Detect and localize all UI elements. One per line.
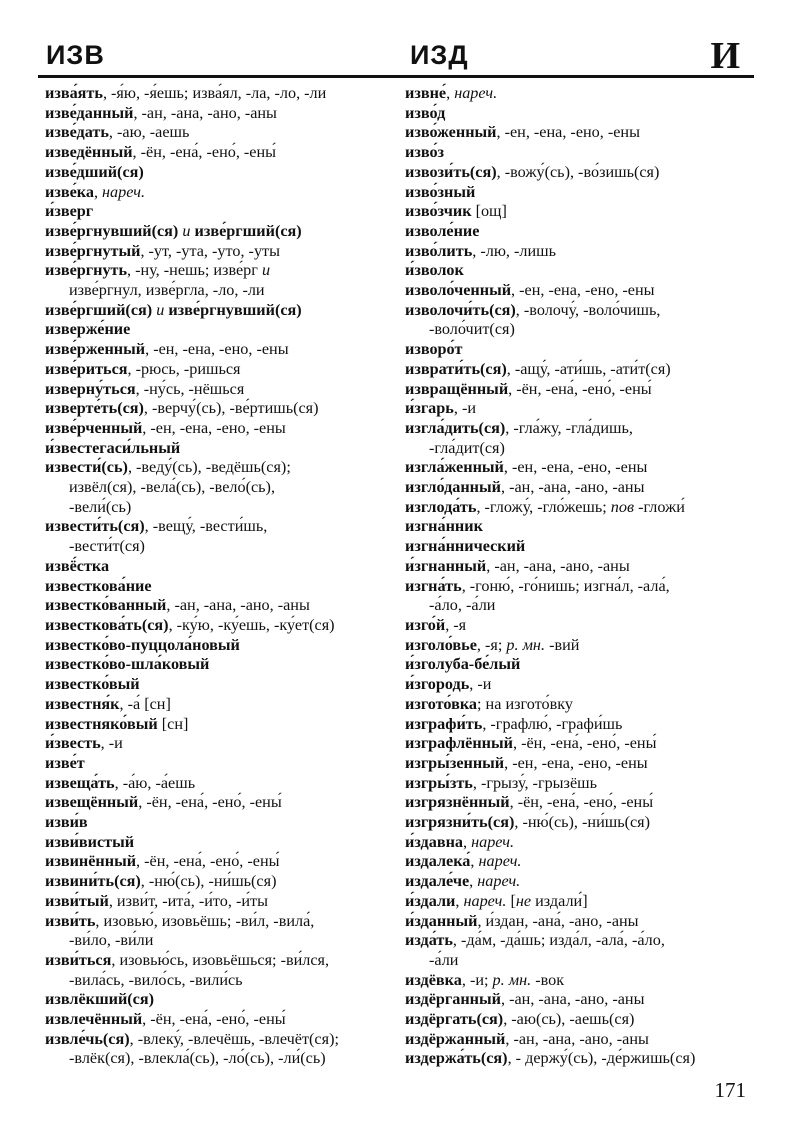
dictionary-entry: изведённый, -ён, -ена́, -ено́, -ены́ [45,143,277,162]
dictionary-entry: известкова́ть(ся), -ку́ю, -ку́ешь, -ку́ет(ся) [45,615,335,634]
headword: изда́ть [405,931,453,950]
headword: извещённый [45,793,139,812]
grammar-note: р. мн. [506,635,546,654]
dictionary-entry [405,261,750,281]
dictionary-entry [45,301,380,321]
headword: изграфлённый [405,734,513,753]
grammar-note: р. мн. [492,970,532,989]
dictionary-entry: -а́ло, -а́ли [429,596,496,615]
headword: и́звестегаси́льный [45,438,181,457]
dictionary-entry [405,537,750,557]
headword: извне́ [405,84,447,102]
dictionary-entry: -а́ли [429,950,459,969]
headword: изверну́ться [45,379,136,398]
dictionary-entry [405,222,750,242]
dictionary-entry: -влёк(ся), -влекла́(сь), -ло́(сь), -ли́(сь) [69,1049,326,1068]
dictionary-entry: извини́ть(ся), -ню́(сь), -ни́шь(ся) [45,872,277,891]
headword: изво́з [405,143,445,162]
headword: изво́зчик [405,202,472,221]
dictionary-entry: и́здали, нареч. [не издали́] [405,891,588,910]
headword: извлечённый [45,1010,143,1029]
page-number: 171 [714,1078,746,1102]
headword: и́здавна [405,832,463,851]
dictionary-entry [45,655,380,675]
headword: изгото́вка [405,694,478,713]
headword: и́зголуба-бе́лый [405,655,521,674]
dictionary-entry: изгла́дить(ся), -гла́жу, -гла́дишь, [405,418,633,437]
dictionary-entry: -гла́дит(ся) [429,438,505,457]
dictionary-entry: изверну́ться, -ну́сь, -нёшься [45,379,245,398]
headword: известняко́вый [45,714,158,733]
dictionary-entry [45,813,380,833]
headword: изве́ргнутый [45,241,141,260]
dictionary-entry [45,754,380,774]
dictionary-entry [405,104,750,124]
headword: изгла́женный [405,458,504,477]
dictionary-entry: извеща́ть, -а́ю, -а́ешь [45,773,196,792]
dictionary-entry [45,990,380,1010]
header-rule [38,75,754,78]
headword: извози́ть(ся) [405,162,497,181]
dictionary-entry: изгрязнённый, -ён, -ена́, -ено́, -ены́ [405,793,654,812]
dictionary-entry: изво́женный, -ен, -ена, -ено, -ены [405,123,640,142]
headword: изволо́ченный [405,281,512,300]
grammar-note: нареч. [477,872,521,891]
left-guide-word: ИЗВ [46,40,105,70]
headword: изве́дать [45,123,109,142]
dictionary-entry: -вести́т(ся) [69,537,145,556]
headword: извести́(сь) [45,458,128,477]
headword: изгрязнённый [405,793,510,812]
dictionary-entry: изгла́женный, -ен, -ена, -ено, -ены [405,458,648,477]
headword: изволочи́ть(ся) [405,300,516,319]
headword: изва́ять [45,84,103,102]
headword: изви́в [45,813,88,832]
dictionary-entry [45,675,380,695]
headword: и́згнанный [405,556,487,575]
headword: изгна́ть [405,576,462,595]
headword: изгрязни́ть(ся) [405,813,515,832]
dictionary-entry: извле́чь(ся), -влеку́, -влечёшь, -влечёт(ся); [45,1029,339,1048]
headword: изви́ться [45,950,112,969]
headword: изгло́данный [405,478,501,497]
dictionary-entry: изгото́вка; на изгото́вку [405,694,573,713]
grammar-note: и [156,300,165,319]
dictionary-entry: и́звесть, -и [45,734,123,753]
dictionary-entry: -воло́чит(ся) [429,320,515,339]
dictionary-entry: изголо́вье, -я; р. мн. -вий [405,635,580,654]
dictionary-entry: известняко́вый [сн] [45,714,189,733]
dictionary-entry: изгры́зть, -грызу́, -грызёшь [405,773,597,792]
headword: издёржанный [405,1029,506,1048]
grammar-note: нареч. [102,182,145,201]
dictionary-entry: издёргать(ся), -аю(сь), -аешь(ся) [405,1010,635,1029]
dictionary-entry: изве́рченный, -ен, -ена, -ено, -ены [45,418,286,437]
headword: изво́лить [405,241,473,260]
dictionary-entry: изве́ргнул, изве́ргла, -ло, -ли [69,281,265,300]
dictionary-entry: -ви́ло, -ви́ли [69,931,154,950]
headword: изве́рженный [45,340,146,359]
dictionary-entry: изгрязни́ть(ся), -ню́(сь), -ни́шь(ся) [405,813,651,832]
dictionary-entry [45,636,380,656]
grammar-note: и [261,261,271,280]
grammar-note: пов [610,497,635,516]
dictionary-entry: изве́ка, нареч. [45,182,145,201]
headword: изви́тый [45,891,109,910]
dictionary-entry: издале́че, нареч. [405,872,521,891]
dictionary-entry: издёрганный, -ан, -ана, -ано, -аны [405,990,645,1009]
dictionary-entry: изве́ргнуть, -ну, -нешь; изве́рг и [45,261,271,280]
headword: извращённый [405,379,509,398]
headword: издёвка [405,970,462,989]
section-letter: И [710,35,740,77]
headword: изгна́ннический [405,537,526,556]
headword: издержа́ть(ся) [405,1049,508,1068]
dictionary-entry: извёл(ся), -вела́(сь), -вело́(сь), [69,478,275,497]
grammar-note: и [182,221,191,240]
headword: изголо́вье [405,635,477,654]
headword: и́здали [405,891,456,910]
headword: известкова́ть(ся) [45,615,169,634]
headword: изве́риться [45,359,128,378]
dictionary-entry: изви́ть, изовью́, изовьёшь; -ви́л, -вила́, [45,911,315,930]
right-column [405,84,750,1069]
headword: изграфи́ть [405,714,483,733]
headword: изве́ка [45,182,94,201]
dictionary-entry: и́здавна, нареч. [405,832,515,851]
dictionary-entry: изво́зчик [ощ] [405,202,507,221]
dictionary-entry [45,163,380,183]
dictionary-entry: и́згарь, -и [405,399,476,418]
dictionary-entry [45,320,380,340]
dictionary-entry: извещённый, -ён, -ена́, -ено́, -ены́ [45,793,282,812]
headword: издалека́ [405,852,471,871]
dictionary-entry [45,202,380,222]
dictionary-entry: -вила́сь, -вило́сь, -вили́сь [69,970,243,989]
headword: изведённый [45,143,133,162]
headword: извести́ть(ся) [45,517,145,536]
dictionary-entry: изгры́зенный, -ен, -ена, -ено, -ены [405,753,648,772]
headword: и́зданный [405,911,478,930]
headword: изгры́зенный [405,753,505,772]
headword: изве́дший(ся) [45,162,144,181]
headword: изво́зный [405,182,476,201]
left-column [45,84,380,1069]
headword: изверте́ть(ся) [45,399,144,418]
headword: изволе́ние [405,221,480,240]
dictionary-entry [405,143,750,163]
dictionary-entry [45,557,380,577]
dictionary-entry: издалека́, нареч. [405,852,522,871]
dictionary-entry: известко́ванный, -ан, -ана, -ано, -аны [45,596,310,615]
headword: и́згарь [405,399,454,418]
headword: изво́женный [405,123,497,142]
dictionary-entry: изве́данный, -ан, -ана, -ано, -аны [45,103,277,122]
grammar-note: нареч. [454,84,498,102]
dictionary-entry: изврати́ть(ся), -ащу́, -ати́шь, -ати́т(ся) [405,359,671,378]
dictionary-entry: изгло́данный, -ан, -ана, -ано, -аны [405,478,645,497]
dictionary-entry [405,340,750,360]
dictionary-entry: и́згородь, -и [405,675,492,694]
headword: известко́во-пуццола́новый [45,635,240,654]
headword: изгна́нник [405,517,483,536]
dictionary-entry: изволочи́ть(ся), -волочу́, -воло́чишь, [405,300,661,319]
dictionary-entry: извести́(сь), -веду́(сь), -ведёшь(ся); [45,458,291,477]
dictionary-entry: изви́ться, изовью́сь, изовьёшься; -ви́лся, [45,950,330,969]
headword: известкова́ние [45,576,152,595]
dictionary-entry: извне́, нареч. [405,84,498,102]
headword: издале́че [405,872,470,891]
dictionary-entry: -вели́(сь) [69,497,132,516]
headword: извё́стка [45,556,110,575]
dictionary-entry: изви́тый, изви́т, -ита́, -и́то, -и́ты [45,891,268,910]
headword: и́згородь [405,675,470,694]
dictionary-entry: изве́дать, -аю, -аешь [45,123,190,142]
dictionary-entry: извинённый, -ён, -ена́, -ено́, -ены́ [45,852,280,871]
dictionary-entry: изглода́ть, -гложу́, -гло́жешь; пов -гложи́ [405,497,685,516]
dictionary-entry: известня́к, -а́ [сн] [45,694,171,713]
grammar-note: нареч. [471,832,515,851]
headword: изви́вистый [45,832,135,851]
headword: извини́ть(ся) [45,872,141,891]
headword: изверже́ние [45,320,131,339]
dictionary-entry: изве́рженный, -ен, -ена, -ено, -ены [45,340,289,359]
headword: изве́рченный [45,418,143,437]
dictionary-entry [405,183,750,203]
right-guide-word: ИЗД [410,40,469,70]
headword: издёргать(ся) [405,1010,504,1029]
dictionary-entry: извести́ть(ся), -вещу́, -вести́шь, [45,517,268,536]
headword: известко́во-шла́ковый [45,655,210,674]
dictionary-entry: изва́ять, -я́ю, -я́ешь; изва́ял, -ла, -ло, -ли [45,84,327,102]
headword: изгры́зть [405,773,473,792]
grammar-note: нареч. [463,891,507,910]
dictionary-entry: издержа́ть(ся), - держу́(сь), -де́ржишь(ся) [405,1049,696,1068]
headword: изворо́т [405,340,463,359]
headword: известко́вый [45,675,140,694]
dictionary-entry: изво́лить, -лю, -лишь [405,241,556,260]
headword: изво́д [405,103,446,122]
dictionary-entry: и́зданный, и́здан, -ана́, -ано, -аны [405,911,639,930]
headword: изве́данный [45,103,134,122]
headword: изви́ть [45,911,96,930]
headword: изве́ргнувший(ся) [45,221,179,240]
dictionary-entry: изве́риться, -рюсь, -ришься [45,359,241,378]
headword: изго́й [405,615,446,634]
dictionary-entry [45,577,380,597]
dictionary-entry [45,833,380,853]
headword: изве́ргший(ся) [194,221,302,240]
grammar-note: не [515,891,532,910]
headword: изве́т [45,753,85,772]
dictionary-entry: извлечённый, -ён, -ена́, -ено́, -ены́ [45,1010,286,1029]
dictionary-entry [405,517,750,537]
dictionary-entry [45,439,380,459]
dictionary-entry: издёржанный, -ан, -ана, -ано, -аны [405,1029,649,1048]
dictionary-entry: изволо́ченный, -ен, -ена, -ено, -ены [405,281,655,300]
page-header [38,36,752,76]
headword: извлёкший(ся) [45,990,154,1009]
dictionary-entry: изграфи́ть, -графлю́, -графи́шь [405,714,623,733]
headword: издёрганный [405,990,501,1009]
headword: изврати́ть(ся) [405,359,507,378]
headword: извеща́ть [45,773,115,792]
dictionary-entry: изгна́ть, -гоню́, -го́нишь; изгна́л, -ала́, [405,576,670,595]
headword: известко́ванный [45,596,167,615]
headword: изглода́ть [405,497,477,516]
headword: и́зволок [405,261,464,280]
headword: и́зверг [45,202,94,221]
dictionary-entry [45,222,380,242]
dictionary-entry: изда́ть, -да́м, -да́шь; изда́л, -ала́, -а́ло, [405,931,665,950]
dictionary-entry: и́згнанный, -ан, -ана, -ано, -аны [405,556,630,575]
dictionary-entry: изграфлённый, -ён, -ена́, -ено́, -ены́ [405,734,657,753]
headword: изве́ргнувший(ся) [168,300,302,319]
headword: и́звесть [45,734,101,753]
headword: изве́ргший(ся) [45,300,153,319]
dictionary-entry: изве́ргнутый, -ут, -ута, -уто, -уты [45,241,280,260]
dictionary-entry: изверте́ть(ся), -верчу́(сь), -ве́ртишь(ся) [45,399,319,418]
headword: известня́к [45,694,120,713]
headword: изгла́дить(ся) [405,418,506,437]
grammar-note: нареч. [478,852,522,871]
dictionary-entry: издёвка, -и; р. мн. -вок [405,970,565,989]
dictionary-entry: извращённый, -ён, -ена́, -ено́, -ены́ [405,379,652,398]
dictionary-entry [405,655,750,675]
headword: извинённый [45,852,137,871]
headword: изве́ргнуть [45,261,128,280]
headword: извле́чь(ся) [45,1029,130,1048]
dictionary-entry: извози́ть(ся), -вожу́(сь), -во́зишь(ся) [405,162,660,181]
dictionary-entry: изго́й, -я [405,615,467,634]
